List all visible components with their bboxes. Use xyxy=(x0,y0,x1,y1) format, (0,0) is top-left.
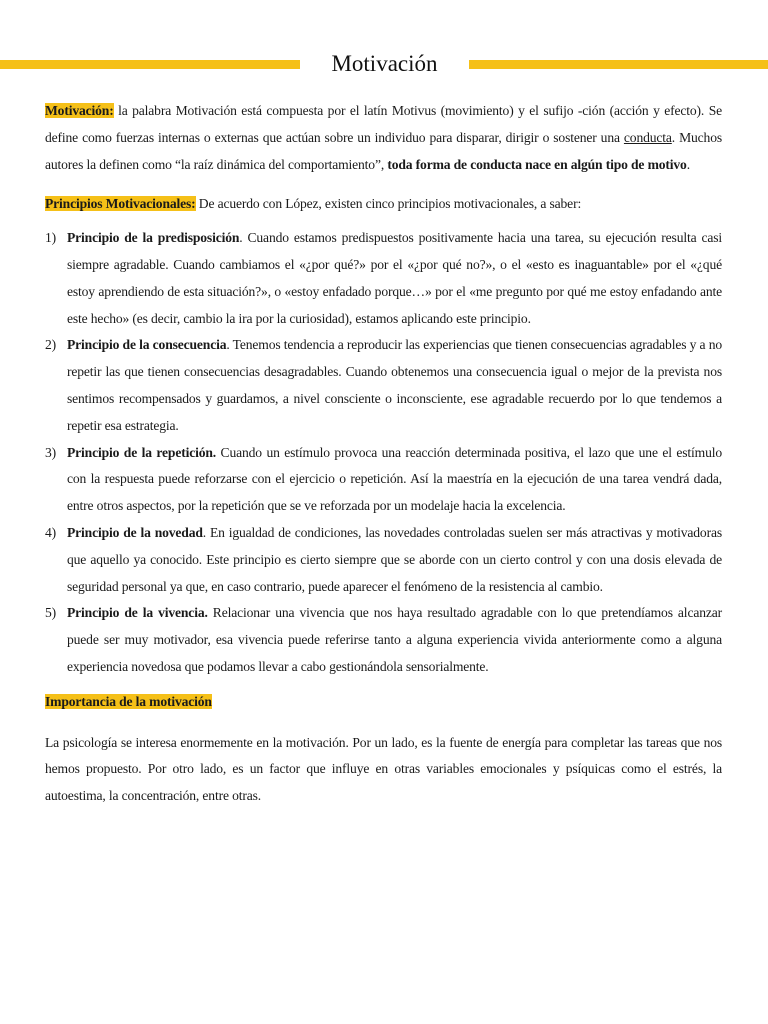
intro-text-1: la palabra Motivación está compuesta por el latín Motivus (movimiento) y el sufijo -ción (acción y efecto). Se define como fuerzas internas o externas que actúan sobre un individuo para disparar, dirigir o sostener una xyxy=(45,103,722,145)
list-item xyxy=(45,440,722,520)
list-item xyxy=(45,332,722,439)
principios-paragraph xyxy=(45,191,722,218)
conducta-link[interactable]: conducta xyxy=(623,129,672,145)
title-row xyxy=(0,48,768,80)
document-body xyxy=(45,98,722,810)
list-item-title: Principio de la predisposición xyxy=(67,230,240,246)
list-item-text: Cuando un estímulo provoca una reacción determinada positiva, el lazo que une el estímulo con la respuesta puede reforzarse con el ejercicio o repetición. Así la maestría en la ejecución de una tarea vendrá dada, entre otros aspectos, por la repetición que se ve reforzada por un modelaje hacia la excelencia. xyxy=(67,444,722,514)
page-title: Motivación xyxy=(331,51,438,76)
intro-paragraph xyxy=(45,98,722,178)
list-item-text: Relacionar una vivencia que nos haya resultado agradable con lo que pretendíamos alcanzar puede ser muy motivador, esa vivencia puede referirse tanto a alguna experiencia vivida anteriormente como a alguna experiencia novedosa que podamos llevar a cabo gestionándola sensorialmente. xyxy=(67,605,722,674)
importancia-paragraph: La psicología se interesa enormemente en la motivación. Por un lado, es la fuente de energía para completar las tareas que nos hemos propuesto. Por otro lado, es un factor que influye en otras variables emocionales y psíquicas como el estrés, la autoestima, la concentración, entre otras. xyxy=(45,734,722,804)
list-item-number: 1) xyxy=(45,230,57,246)
list-item-number: 5) xyxy=(45,605,57,621)
title-bar-left xyxy=(0,60,300,69)
importancia-heading xyxy=(45,689,722,716)
list-item-number: 4) xyxy=(45,524,57,540)
list-item-title: Principio de la novedad xyxy=(67,524,203,540)
principios-text: De acuerdo con López, existen cinco principios motivacionales, a saber: xyxy=(195,196,582,212)
list-item xyxy=(45,225,722,332)
list-item-text: . Cuando estamos predispuestos positivamente hacia una tarea, su ejecución resulta casi siempre agradable. Cuando cambiamos el «¿por qué?» por el «¿por qué no?», o el «esto es inaguantable» por el «¿qué estoy aprendiendo de esta situación?», o «estoy enfadado porque…» por el «me pregunto por qué me estoy enfadando ante este hecho» (es decir, cambio la ira por la curiosidad), estamos aplicando este principio. xyxy=(67,230,722,326)
list-item-title: Principio de la consecuencia xyxy=(67,337,227,353)
intro-text-2: . Muchos autores la definen como “la raíz dinámica del comportamiento”, xyxy=(45,129,722,172)
list-item-number: 3) xyxy=(45,444,57,460)
title-bar-right xyxy=(469,60,768,69)
intro-end: . xyxy=(686,156,690,172)
principles-list xyxy=(45,225,722,681)
importancia-label: Importancia de la motivación xyxy=(45,693,212,709)
principios-label: Principios Motivacionales: xyxy=(45,196,196,212)
list-item-title: Principio de la repetición. xyxy=(67,444,217,460)
intro-label: Motivación: xyxy=(45,103,114,118)
intro-bold-text: toda forma de conducta nace en algún tipo de motivo xyxy=(387,156,687,172)
list-item-number: 2) xyxy=(45,337,57,353)
list-item xyxy=(45,520,722,600)
list-item-text: . En igualdad de condiciones, las novedades controladas suelen ser más atractivas y motivadoras que aquello ya conocido. Este principio es cierto siempre que se aborde con un cierto control y con una dosis elevada de seguridad personal ya que, en caso contrario, puede aparecer el fenómeno de la resistencia al cambio. xyxy=(67,524,722,594)
list-item-title: Principio de la vivencia. xyxy=(67,605,208,621)
list-item-text: . Tenemos tendencia a reproducir las experiencias que tienen consecuencias agradables y a no repetir las que tienen consecuencias desagradables. Cuando obtenemos una consecuencia igual o mejor de la prevista nos sentimos recompensados y guardamos, a nivel consciente o inconsciente, ese agradable recuerdo por lo que tendemos a repetir esa estrategia. xyxy=(67,337,723,433)
list-item xyxy=(45,600,722,680)
